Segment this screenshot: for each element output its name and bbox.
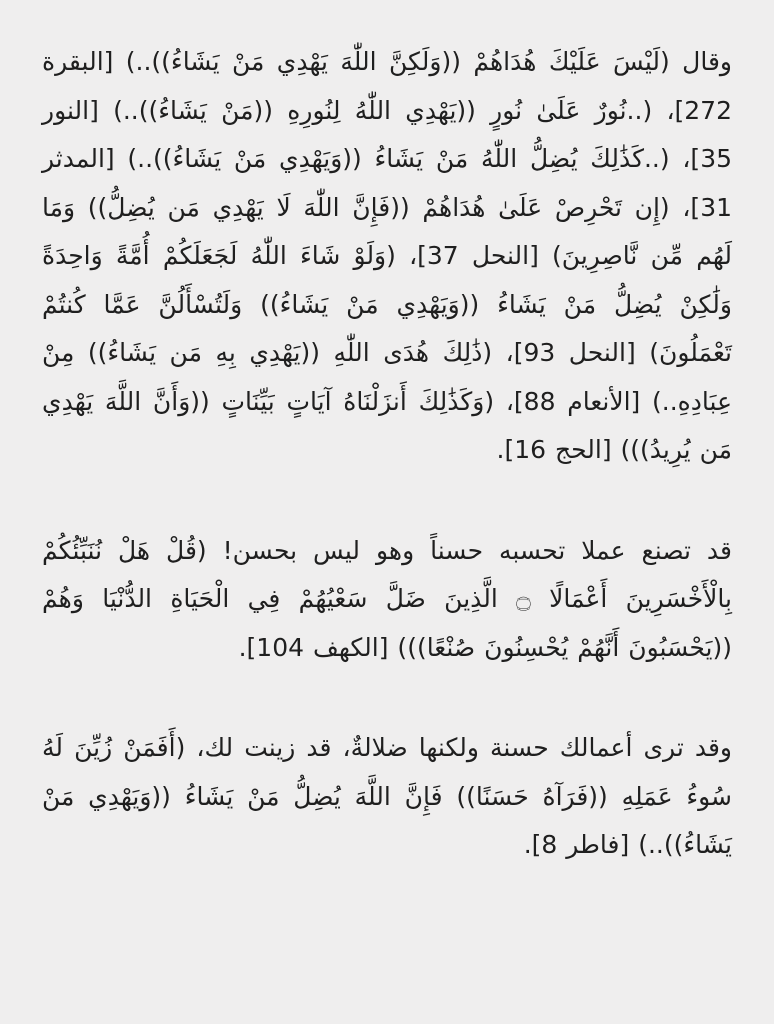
paragraph-deeds-thought-good: قد تصنع عملا تحسبه حسناً وهو ليس بحسن! (قُلْ هَلْ نُنَبِّئُكُمْ بِالْأَخْسَرِينَ أَعْمَالًا ۝ الَّذِينَ ضَلَّ سَعْيُهُمْ فِي الْحَيَاةِ الدُّنْيَا وَهُمْ ((يَحْسَبُونَ أَنَّهُمْ يُحْسِنُونَ صُنْعًا))) [الكهف 104]. — [42, 535, 732, 662]
paragraph-guidance-verses: وقال (لَيْسَ عَلَيْكَ هُدَاهُمْ ((وَلَكِنَّ اللّٰهَ يَهْدِي مَنْ يَشَاءُ))..) [البقرة 272]، (..نُورٌ عَلَىٰ نُورٍ ((يَهْدِي اللّٰهُ لِنُورِهِ ((مَنْ يَشَاءُ))..) [النور 35]، (..كَذَٰلِكَ يُضِلُّ اللّٰهُ مَنْ يَشَاءُ ((وَيَهْدِي مَنْ يَشَاءُ))..) [المدثر 31]، (إِن تَحْرِصْ عَلَىٰ هُدَاهُمْ ((فَإِنَّ اللّٰهَ لَا يَهْدِي مَن يُضِلُّ)) وَمَا لَهُم مِّن نَّاصِرِينَ) [النحل 37]، (وَلَوْ شَاءَ اللّٰهُ لَجَعَلَكُمْ أُمَّةً وَاحِدَةً وَلَٰكِنْ يُضِلُّ مَنْ يَشَاءُ ((وَيَهْدِي مَنْ يَشَاءُ)) وَلَتُسْأَلُنَّ عَمَّا كُنتُمْ تَعْمَلُونَ) [النحل 93]، (ذَٰلِكَ هُدَى اللّٰهِ ((يَهْدِي بِهِ مَن يَشَاءُ)) مِنْ عِبَادِهِ..) [الأنعام 88]، (وَكَذَٰلِكَ أَنزَلْنَاهُ آيَاتٍ بَيِّنَاتٍ ((وَأَنَّ اللَّهَ يَهْدِي مَن يُرِيدُ))) [الحج 16]. — [42, 47, 732, 464]
paragraph-adorned-deeds: وقد ترى أعمالك حسنة ولكنها ضلالةٌ، قد زينت لك، (أَفَمَنْ زُيِّنَ لَهُ سُوءُ عَمَلِهِ ((فَرَآهُ حَسَنًا)) فَإِنَّ اللَّهَ يُضِلُّ مَنْ يَشَاءُ ((وَيَهْدِي مَنْ يَشَاءُ))..) [فاطر 8]. — [42, 733, 732, 859]
